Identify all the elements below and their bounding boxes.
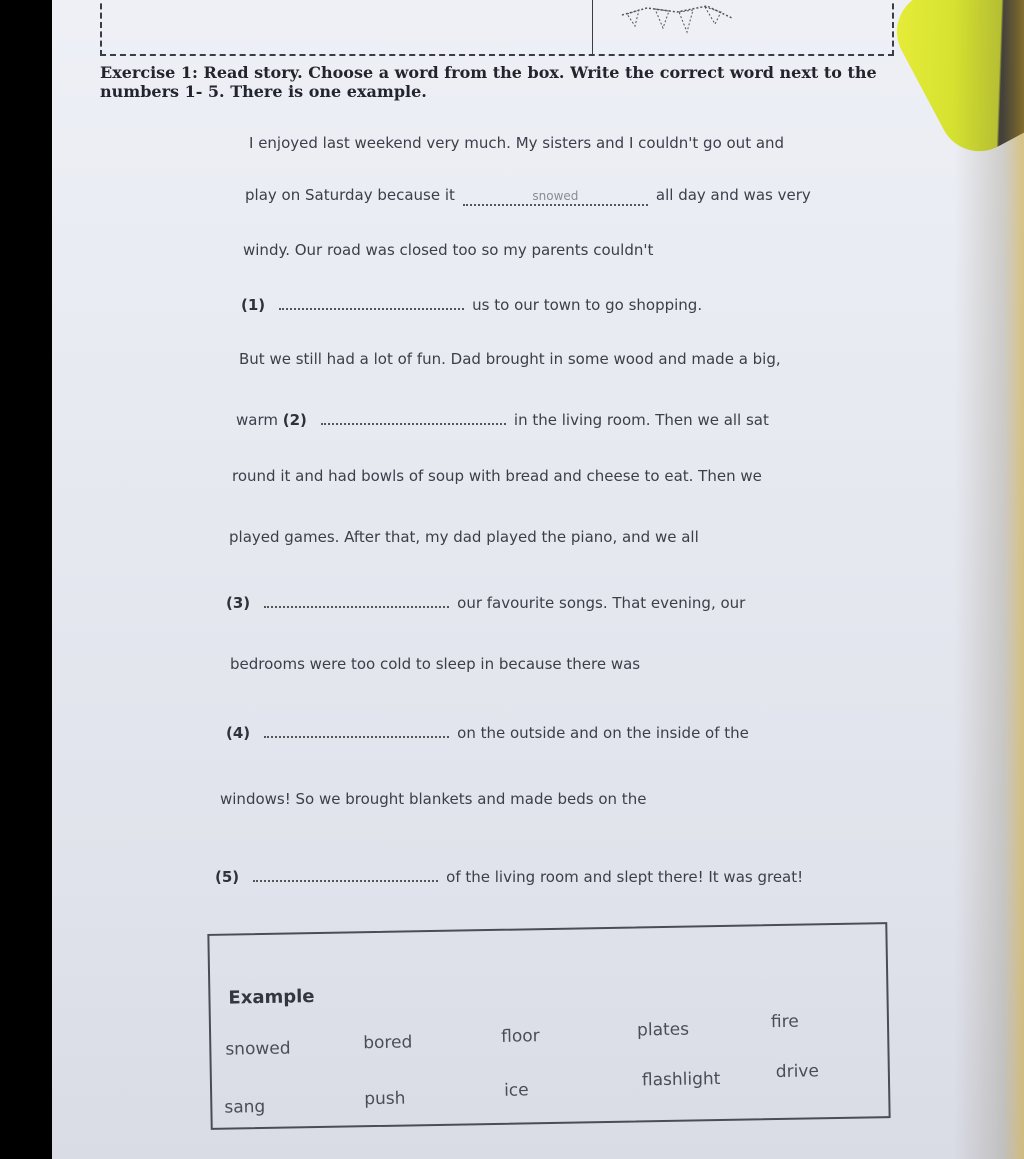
answer-blank-3[interactable] <box>264 592 449 608</box>
example-answer-blank: snowed <box>463 190 648 206</box>
answer-blank-1[interactable] <box>279 294 464 310</box>
question-number: (5) <box>215 868 240 886</box>
story-line: round it and had bowls of soup with bread and cheese to eat. Then we <box>232 467 762 485</box>
photo-background-edge <box>0 0 52 1159</box>
story-text-segment: all day and was very <box>655 186 811 204</box>
exercise-heading: Exercise 1: Read story. Choose a word from the box. Write the correct word next to the numbers 1- 5. There is one example. <box>100 63 877 101</box>
question-3-line <box>226 592 745 612</box>
word-option: ice <box>503 1080 529 1101</box>
story-text-segment: play on Saturday because it <box>245 186 455 204</box>
word-option: snowed <box>225 1038 291 1060</box>
word-option: push <box>364 1088 406 1110</box>
story-text-segment: our favourite songs. That evening, our <box>457 594 746 612</box>
question-number: (4) <box>226 724 251 742</box>
story-line: bedrooms were too cold to sleep in because there was <box>230 655 641 673</box>
story-text <box>52 0 952 900</box>
story-text-segment: in the living room. Then we all sat <box>513 411 769 429</box>
question-number: (2) <box>282 411 307 429</box>
story-line: I enjoyed last weekend very much. My sisters and I couldn't go out and <box>249 134 785 152</box>
worksheet-page <box>52 0 1024 1159</box>
story-text-segment: us to our town to go shopping. <box>472 296 703 314</box>
word-box <box>207 922 890 1130</box>
page-edge-shadow <box>954 0 1024 1159</box>
story-line: played games. After that, my dad played the piano, and we all <box>229 528 699 546</box>
word-option: bored <box>363 1032 413 1054</box>
word-option: floor <box>501 1026 540 1047</box>
question-1-line <box>241 294 702 314</box>
word-list <box>209 924 888 1128</box>
word-option: plates <box>636 1019 690 1041</box>
story-line: But we still had a lot of fun. Dad brought in some wood and made a big, <box>239 350 781 368</box>
word-option: flashlight <box>641 1069 721 1091</box>
story-text-segment: on the outside and on the inside of the <box>457 724 749 742</box>
story-text-segment: warm <box>236 411 278 429</box>
answer-blank-4[interactable] <box>264 722 449 738</box>
story-text-segment: of the living room and slept there! It was great! <box>446 868 804 886</box>
word-option: drive <box>775 1061 820 1083</box>
answer-blank-2[interactable] <box>321 409 506 425</box>
question-number: (1) <box>241 296 266 314</box>
question-5-line <box>215 866 803 886</box>
word-box-title: Example <box>228 986 315 1009</box>
question-4-line <box>226 722 749 742</box>
word-option: sang <box>224 1096 266 1118</box>
story-line: windy. Our road was closed too so my parents couldn't <box>243 241 654 259</box>
story-line <box>245 186 811 206</box>
story-line: windows! So we brought blankets and made beds on the <box>220 790 647 808</box>
answer-blank-5[interactable] <box>253 866 438 882</box>
question-number: (3) <box>226 594 251 612</box>
word-option: fire <box>770 1011 799 1033</box>
question-2-line <box>236 409 769 429</box>
